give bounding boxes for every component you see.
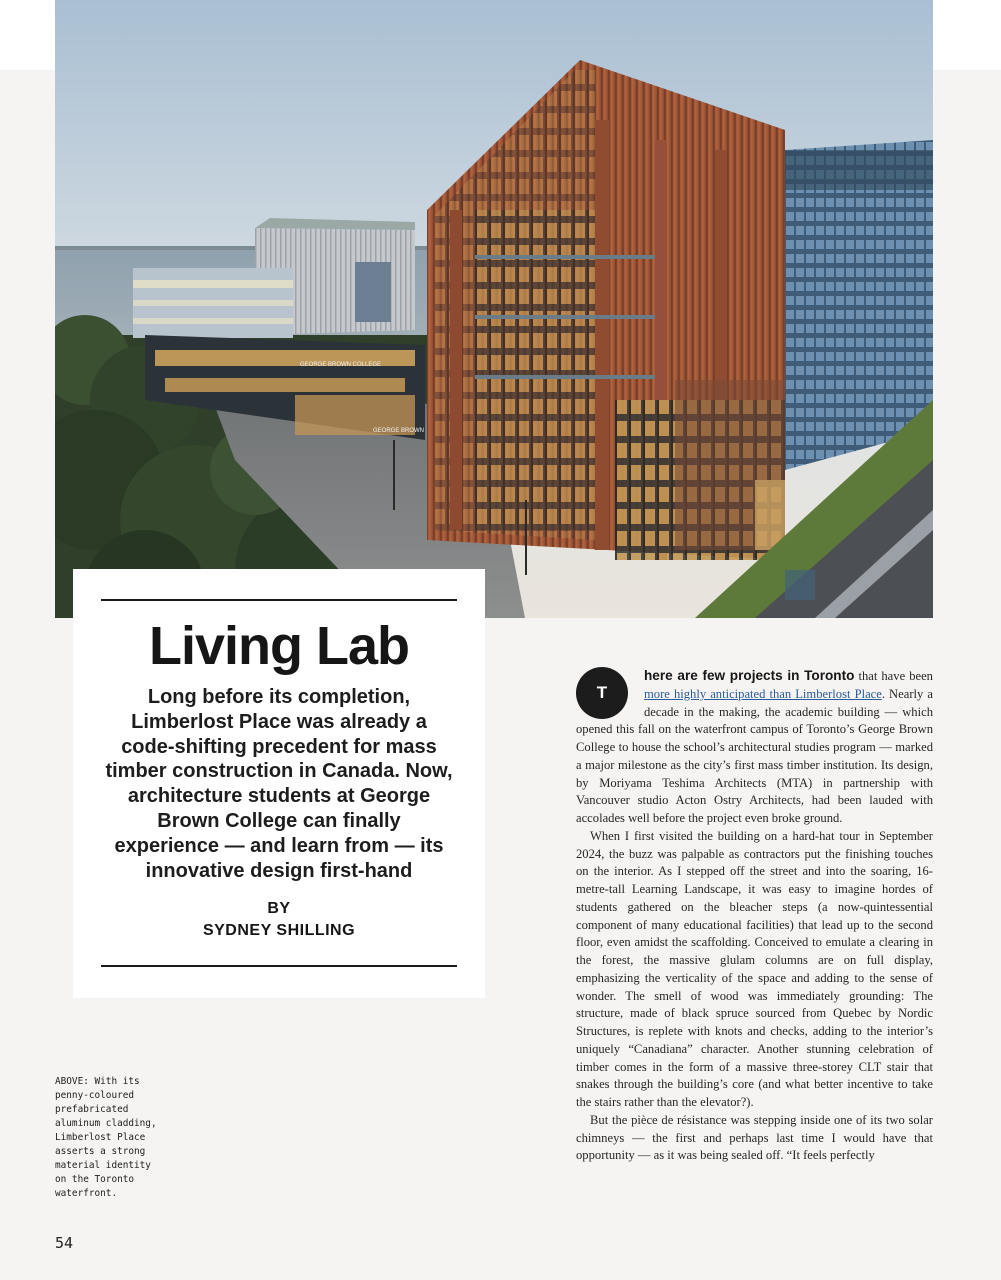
drop-cap: T [576,667,628,719]
title-card [73,569,485,998]
byline-prefix: BY [267,900,291,917]
page-number: 54 [55,1234,74,1252]
article-dek: Long before its completion, Limberlost Place was already a code-shifting precedent for mass timber construction in Canada. Now, architecture students at George Brown College can finally experience — and learn from — its innovative design first-hand [105,686,453,882]
article-body [576,667,933,1165]
byline-author: SYDNEY SHILLING [202,922,356,939]
title-top-rule [101,599,457,601]
signage-lower: GEORGE BROWN [373,428,425,434]
photo-caption: ABOVE: With its penny-coloured prefabricated aluminum cladding, Limberlost Place asserts a strong material identity on the Toronto waterfront. [55,1076,157,1199]
signage-upper: GEORGE BROWN COLLEGE [300,362,382,368]
building-photo-icon [55,0,933,618]
lead-in: here are few projects in Toronto [644,668,855,683]
anticipated-link[interactable]: more highly anticipated than Limberlost Place [644,686,882,701]
article-title: Living Lab [149,616,409,676]
body-paragraph-1 [576,667,933,828]
body-paragraph-2: When I first visited the building on a hard-hat tour in September 2024, the buzz was palpable as contractors put the finishing touches on the interior. As I stepped off the street and into the soaring, 16-metre-tall Learning Landscape, it was easy to imagine hordes of students gathered on the bleacher steps (a now-quintessential component of many educational facilities) that lead up to the second floor, even amidst the scaffolding. Conceived to emulate a clearing in the forest, the massive glulam columns are on full display, emphasizing the verticality of the space and adding to the sense of wonder. The smell of wood was immediately grounding: The structure, made of black spruce sourced from Quebec by Nordic Structures, is replete with knots and checks, adding to the interior’s uniquely “Canadiana” character. Another stunning celebration of timber comes in the form of a massive three-storey CLT stair that snakes through the building’s core (and what better incentive to take the stairs rather than the elevator?). [576,828,933,1109]
body-paragraph-3: But the pièce de résistance was stepping inside one of its two solar chimneys — the first and perhaps last time I would have that opportunity — as it was being sealed off. “It feels perfectly [576,1112,933,1163]
title-bottom-rule [101,965,457,967]
p1-after-lead: that have been [854,669,933,683]
hero-photo [55,0,933,618]
p1-rest: . Nearly a decade in the making, the academic building — which opened this fall on the waterfront campus of Toronto’s George Brown College to house the school’s architectural studies program — marked a major milestone as the city’s first mass timber institution. Its design, by Moriyama Teshima Architects (MTA) in partnership with Vancouver studio Acton Ostry Architects, had been lauded with accolades well before the project even broke ground. [576,686,933,825]
